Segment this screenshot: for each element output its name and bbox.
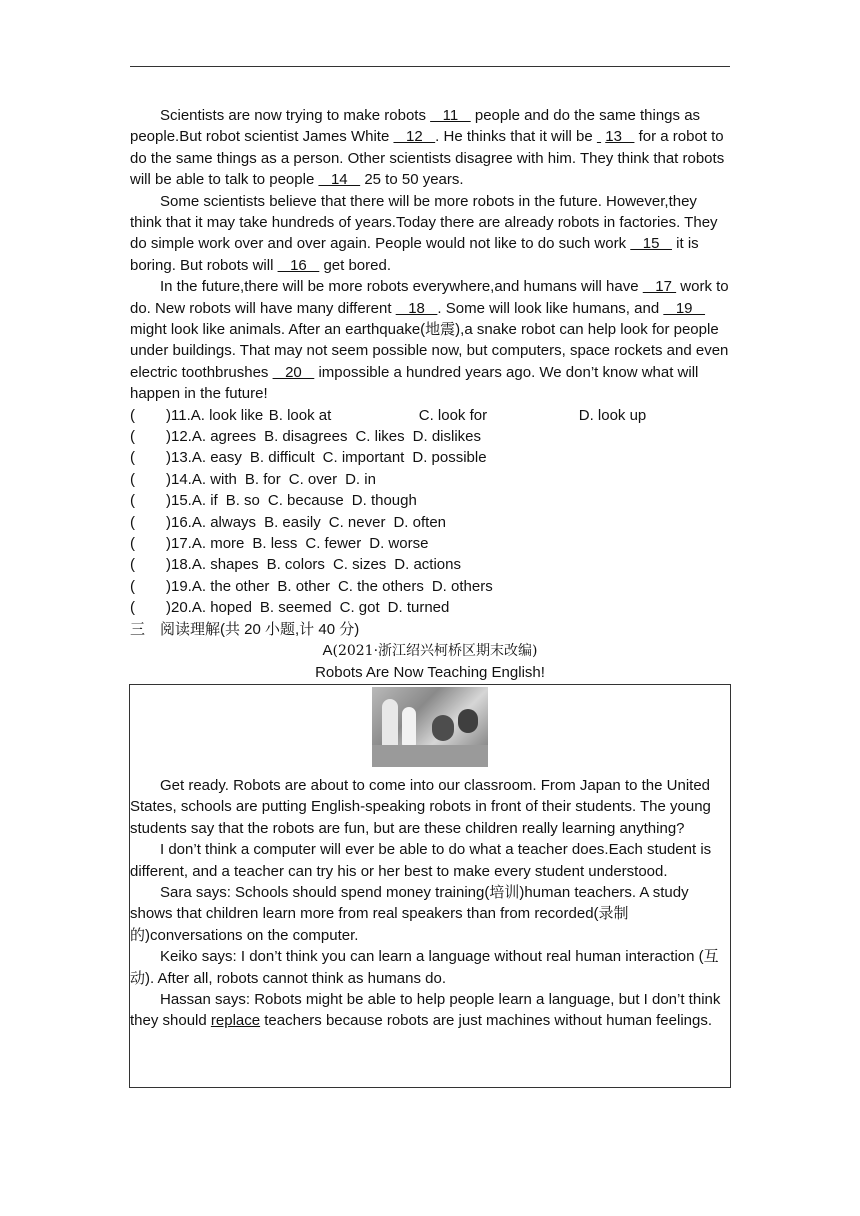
question-number: )16. <box>166 513 192 531</box>
option-c[interactable]: C. over <box>288 470 338 488</box>
question-row <box>130 405 730 426</box>
cloze-text-run: . Some will look like humans, and <box>437 299 664 317</box>
option-b[interactable]: B. difficult <box>249 449 315 467</box>
question-number: )13. <box>166 449 192 467</box>
question-row <box>130 447 730 468</box>
option-b[interactable]: B. seemed <box>259 599 332 617</box>
option-d[interactable]: D. worse <box>369 535 429 553</box>
passage-text-run: teachers because robots are just machines without human feelings. <box>260 1012 713 1030</box>
question-number: )15. <box>166 492 192 510</box>
passage-source <box>130 640 730 662</box>
answer-blank[interactable]: 18 <box>395 299 438 317</box>
question-number: )14. <box>166 470 192 488</box>
option-b[interactable]: B. other <box>277 577 330 595</box>
answer-paren[interactable]: ( <box>130 492 135 510</box>
question-number: )17. <box>166 535 192 553</box>
part-label: A <box>322 642 333 659</box>
option-d[interactable]: D. others <box>431 577 493 595</box>
option-a[interactable]: A. with <box>191 470 237 488</box>
answer-blank[interactable]: 12 <box>393 128 436 146</box>
cloze-text-run: 25 to 50 years. <box>360 171 464 189</box>
section-heading: 三 阅读理解(共 20 小题,计 40 分) <box>130 620 360 638</box>
option-a[interactable]: A. look like <box>190 406 264 424</box>
answer-paren[interactable]: ( <box>130 428 135 446</box>
answer-blank[interactable]: 14 <box>318 171 361 189</box>
cloze-text-run: Scientists are now trying to make robots <box>160 107 431 124</box>
option-b[interactable]: B. so <box>225 492 260 510</box>
passage-paragraph-3: Sara says: Schools should spend money training(培训)human teachers. A study shows that children learn more from real speakers than from recorded(录制的)conversations on the computer. <box>130 884 689 944</box>
option-c[interactable]: C. fewer <box>305 535 362 553</box>
underlined-word: replace <box>210 1012 261 1030</box>
cloze-text-run: Some scientists believe that there will be more robots in the future. However,they think that it may take hundreds of years.Today there are already robots in factories. They do simple work over and over again. People would not like to do such work <box>130 192 718 253</box>
option-d[interactable]: D. look up <box>578 406 647 424</box>
cloze-text-run: . He thinks that it will be <box>435 128 597 146</box>
option-c[interactable]: C. important <box>322 449 405 467</box>
cloze-text-run: might look like animals. After an earthquake(地震),a snake robot can help look for people under buildings. That may not seem possible now, but computers, space rockets and even electric toothbrushes <box>130 321 729 381</box>
option-d[interactable]: D. though <box>351 492 417 510</box>
cloze-paragraph-2 <box>130 191 730 277</box>
question-list <box>130 405 730 619</box>
option-a[interactable]: A. always <box>191 513 257 531</box>
question-row <box>130 597 730 618</box>
question-row <box>130 469 730 490</box>
question-row <box>130 533 730 554</box>
cloze-text-run: In the future,there will be more robots everywhere,and humans will have <box>160 278 643 296</box>
option-c[interactable]: C. likes <box>355 428 405 446</box>
question-row <box>130 426 730 447</box>
cloze-text-run: get bored. <box>319 256 391 274</box>
answer-blank[interactable]: 17 <box>642 278 677 296</box>
answer-paren[interactable]: ( <box>130 449 135 467</box>
answer-paren[interactable]: ( <box>130 470 135 488</box>
question-row <box>130 576 730 597</box>
cloze-text-run: it is boring. But robots will <box>130 235 699 274</box>
passage-paragraph-1: Get ready. Robots are about to come into our classroom. From Japan to the United States, schools are putting English-speaking robots in front of their students. The young students say that the robots are fun, but are these children really learning anything? <box>130 777 711 837</box>
cloze-text-run: for a robot to do the same things as a person. Other scientists disagree with him. They think that robots will be able to talk to people <box>130 128 725 189</box>
option-a[interactable]: A. shapes <box>191 556 259 574</box>
cloze-text-run: people and do the same things as people.But robot scientist James White <box>130 107 701 146</box>
question-number: )18. <box>166 556 192 574</box>
answer-blank[interactable]: 16 <box>277 256 320 274</box>
answer-blank[interactable]: 20 <box>272 363 315 381</box>
option-d[interactable]: D. turned <box>387 599 450 617</box>
cloze-text-run: impossible a hundred years ago. We don’t know what will happen in the future! <box>130 363 699 403</box>
question-number: )11. <box>166 406 191 424</box>
answer-paren[interactable]: ( <box>130 577 135 595</box>
cloze-text-run: work to do. New robots will have many different <box>130 278 729 317</box>
passage-text-run: Hassan says: Robots might be able to help people learn a language, but I don’t think they should <box>130 991 721 1030</box>
question-row <box>130 512 730 533</box>
answer-blank[interactable]: 19 <box>663 299 706 317</box>
option-c[interactable]: C. look for <box>418 406 488 424</box>
option-a[interactable]: A. agrees <box>191 428 257 446</box>
option-b[interactable]: B. easily <box>264 513 321 531</box>
option-a[interactable]: A. easy <box>191 449 242 467</box>
passage-paragraph-5 <box>130 989 730 1032</box>
cloze-paragraph-3 <box>130 276 730 404</box>
answer-blank[interactable]: 15 <box>630 235 672 253</box>
option-a[interactable]: A. hoped <box>191 599 252 617</box>
option-d[interactable]: D. possible <box>412 449 487 467</box>
passage-paragraph-4: Keiko says: I don’t think you can learn a language without real human interaction (互动). After all, robots cannot think as humans do. <box>130 948 719 987</box>
option-b[interactable]: B. for <box>244 470 281 488</box>
question-number: )12. <box>166 428 192 446</box>
answer-paren[interactable]: ( <box>130 513 135 531</box>
answer-paren[interactable]: ( <box>130 406 135 424</box>
header-rule <box>130 66 730 67</box>
option-d[interactable]: D. often <box>393 513 446 531</box>
option-c[interactable]: C. got <box>339 599 380 617</box>
reading-passage-box <box>129 684 731 1088</box>
option-b[interactable]: B. look at <box>268 406 332 424</box>
option-c[interactable]: C. the others <box>337 577 424 595</box>
option-d[interactable]: D. in <box>345 470 376 488</box>
question-number: )20. <box>166 599 192 617</box>
option-d[interactable]: D. dislikes <box>412 428 482 446</box>
passage-title: Robots Are Now Teaching English! <box>315 664 545 682</box>
question-number: )19. <box>166 577 192 595</box>
passage-paragraph-2: I don’t think a computer will ever be able to do what a teacher does.Each student is different, and a teacher can try his or her best to make every student understood. <box>130 841 712 880</box>
option-a[interactable]: A. if <box>191 492 218 510</box>
option-a[interactable]: A. more <box>191 535 245 553</box>
answer-blank[interactable]: 13 <box>605 128 635 146</box>
answer-paren[interactable]: ( <box>130 535 135 553</box>
option-b[interactable]: B. less <box>252 535 298 553</box>
answer-paren[interactable]: ( <box>130 556 135 574</box>
option-c[interactable]: C. because <box>267 492 344 510</box>
question-row <box>130 554 730 575</box>
source-note: (2021·浙江绍兴柯桥区期末改编) <box>332 643 538 659</box>
cloze-section <box>130 105 730 684</box>
option-b[interactable]: B. colors <box>266 556 325 574</box>
option-b[interactable]: B. disagrees <box>264 428 348 446</box>
question-row <box>130 490 730 511</box>
option-d[interactable]: D. actions <box>394 556 461 574</box>
answer-blank[interactable]: 11 <box>430 107 471 124</box>
option-a[interactable]: A. the other <box>191 577 270 595</box>
option-c[interactable]: C. sizes <box>332 556 387 574</box>
option-c[interactable]: C. never <box>328 513 386 531</box>
answer-paren[interactable]: ( <box>130 599 135 617</box>
cloze-paragraph-1 <box>130 105 730 191</box>
passage-text <box>130 775 730 1032</box>
classroom-robot-photo <box>372 687 488 767</box>
